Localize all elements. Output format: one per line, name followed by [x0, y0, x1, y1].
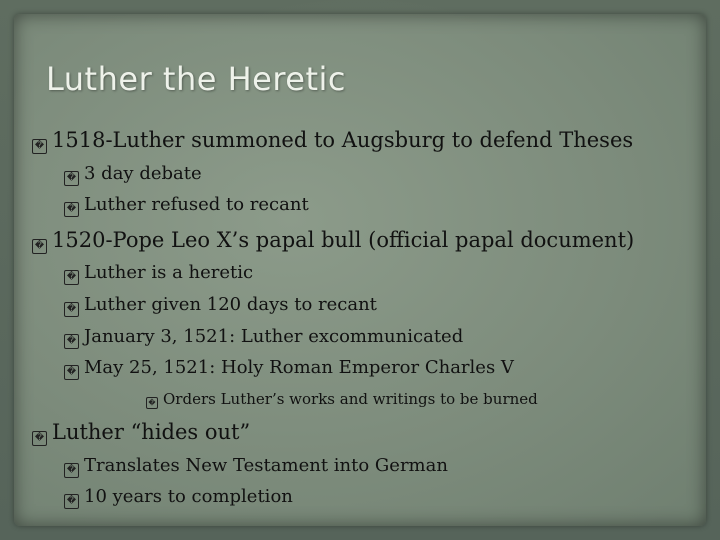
bullet-icon: �: [64, 202, 79, 217]
bullet-text: 1518-Luther summoned to Augsburg to defend Theses: [52, 128, 634, 152]
bullet-text: Luther is a heretic: [84, 262, 254, 283]
bullet-icon: �: [64, 171, 79, 186]
slide-title: Luther the Heretic: [46, 60, 346, 98]
bullet-text: January 3, 1521: Luther excommunicated: [84, 326, 464, 347]
bullet-text: 1520-Pope Leo X’s papal bull (official papal document): [52, 228, 635, 252]
bullet-icon: �: [64, 270, 79, 285]
bullet-item-excommunicated: [64, 326, 463, 349]
bullet-icon: �: [64, 365, 79, 380]
bullet-icon: �: [64, 334, 79, 349]
bullet-item-translates: [64, 455, 448, 478]
bullet-item-completion: [64, 486, 293, 509]
bullet-icon: �: [146, 397, 158, 409]
bullet-item-1520: [32, 228, 634, 254]
bullet-icon: �: [32, 431, 47, 446]
bullet-text: Orders Luther’s works and writings to be burned: [163, 390, 538, 408]
bullet-text: Luther “hides out”: [52, 420, 251, 444]
bullet-item-hides-out: [32, 420, 250, 446]
bullet-item-120-days: [64, 294, 377, 317]
bullet-item-charles-v: [64, 357, 514, 380]
bullet-item-heretic: [64, 262, 253, 285]
bullet-text: Translates New Testament into German: [84, 455, 448, 476]
bullet-text: Luther given 120 days to recant: [84, 294, 377, 315]
bullet-text: 10 years to completion: [84, 486, 293, 507]
bullet-item-1518: [32, 128, 633, 154]
bullet-item-refused: [64, 194, 309, 217]
bullet-text: Luther refused to recant: [84, 194, 309, 215]
bullet-icon: �: [64, 494, 79, 509]
bullet-icon: �: [32, 239, 47, 254]
bullet-item-debate: [64, 163, 202, 186]
bullet-item-burned: [146, 390, 538, 409]
bullet-icon: �: [64, 302, 79, 317]
bullet-icon: �: [32, 139, 47, 154]
bullet-text: 3 day debate: [84, 163, 202, 184]
bullet-icon: �: [64, 463, 79, 478]
bullet-text: May 25, 1521: Holy Roman Emperor Charles V: [84, 357, 514, 378]
